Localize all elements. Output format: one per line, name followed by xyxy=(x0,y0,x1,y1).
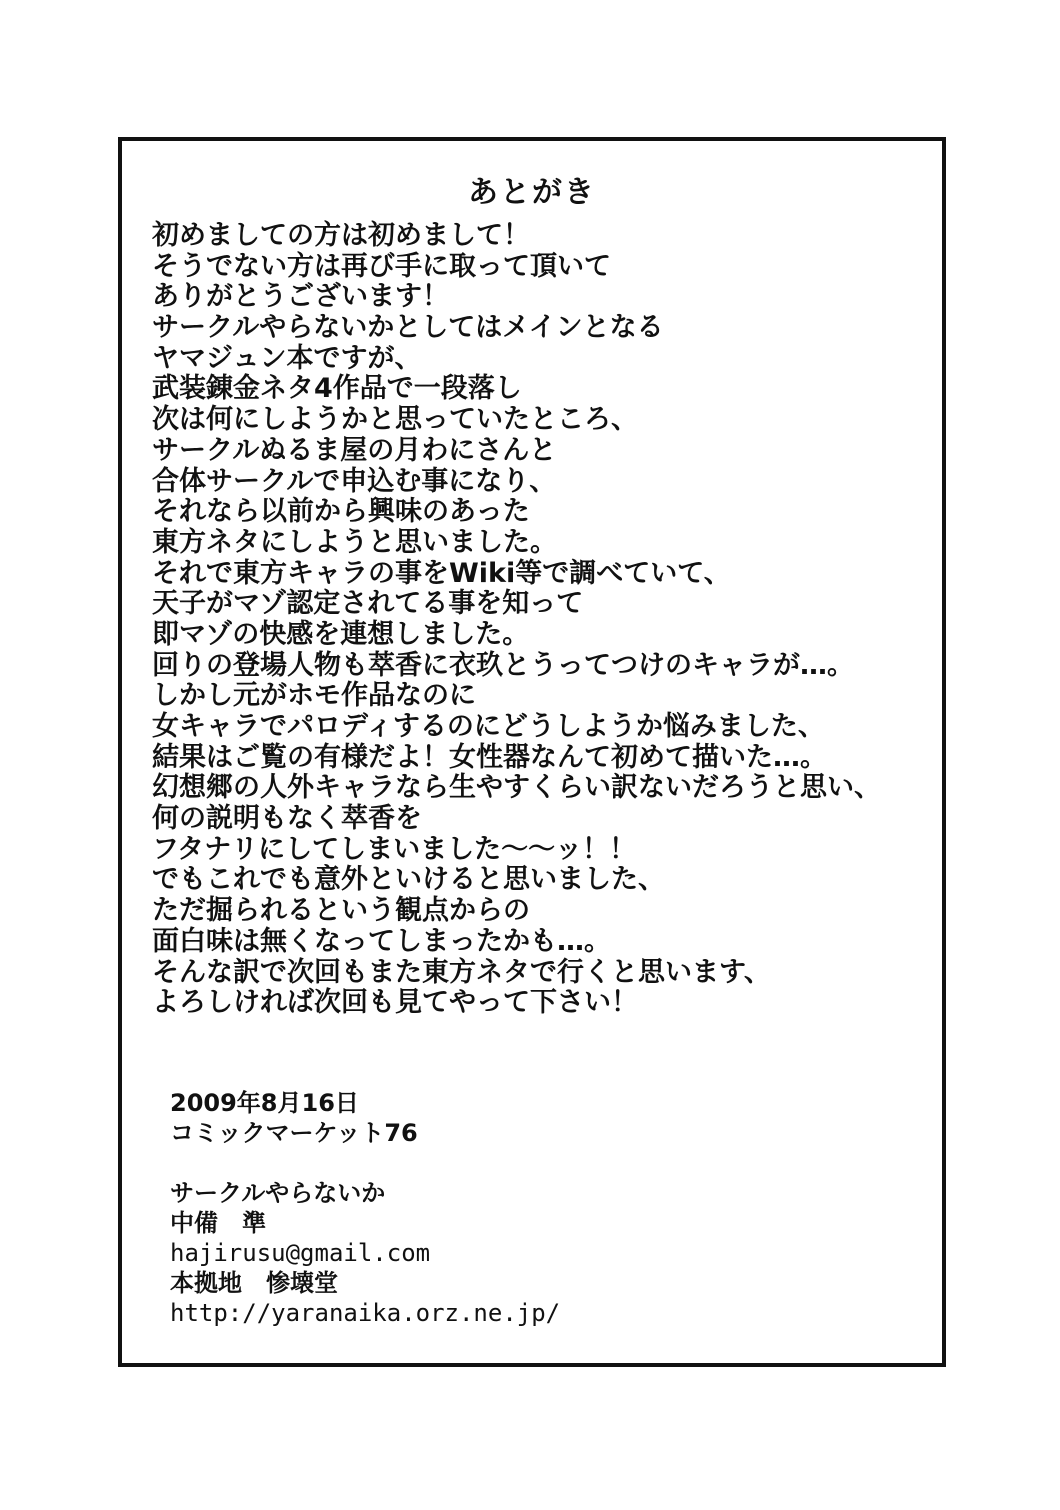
body-line: それなら以前から興味のあった xyxy=(152,496,530,528)
author-name: 中備 準 xyxy=(170,1209,266,1237)
body-line: そんな訳で次回もまた東方ネタで行くと思います、 xyxy=(152,956,771,988)
body-line: 次は何にしようかと思っていたところ、 xyxy=(152,404,638,436)
body-line: 女キャラでパロディするのにどうしようか悩みました、 xyxy=(152,711,825,742)
body-line: 天子がマゾ認定されてる事を知って xyxy=(152,588,584,620)
body-line: でもこれでも意外といけると思いました、 xyxy=(152,864,665,896)
email-link[interactable]: hajirusu@gmail.com xyxy=(170,1239,431,1267)
website-link[interactable]: http://yaranaika.orz.ne.jp/ xyxy=(170,1299,561,1327)
body-line: しかし元がホモ作品なのに xyxy=(152,680,476,712)
publish-date: 2009年8月16日 xyxy=(170,1089,359,1117)
body-line: そうでない方は再び手に取って頂いて xyxy=(152,250,611,282)
website-url[interactable] xyxy=(170,1298,870,1328)
afterword-frame xyxy=(118,137,946,1367)
body-line: 合体サークルで申込む事になり、 xyxy=(152,465,557,497)
afterword-body xyxy=(152,221,942,1019)
body-line: 結果はご覧の有様だよ！女性器なんて初めて描いた…。 xyxy=(152,741,827,773)
afterword-title: あとがき xyxy=(468,175,596,210)
body-line: ただ掘られるという観点からの xyxy=(152,895,530,927)
colophon-spacer xyxy=(170,1148,870,1178)
body-line: 面白味は無くなってしまったかも…。 xyxy=(152,925,611,957)
body-line: 幻想郷の人外キャラなら生やすくらい訳ないだろうと思い、 xyxy=(152,772,881,804)
body-line: 武装錬金ネタ4作品で一段落し xyxy=(152,373,522,405)
colophon xyxy=(170,1088,870,1328)
body-line: それで東方キャラの事をWiki等で調べていて、 xyxy=(152,557,731,589)
body-line: よろしければ次回も見てやって下さい！ xyxy=(152,987,638,1019)
body-line: サークルぬるま屋の月わにさんと xyxy=(152,434,557,466)
body-line: 回りの登場人物も萃香に衣玖とうってつけのキャラが…。 xyxy=(152,649,854,681)
body-line: ありがとうございます！ xyxy=(152,281,449,313)
event-name: コミックマーケット76 xyxy=(170,1119,418,1147)
circle-name: サークルやらないか xyxy=(170,1179,386,1207)
contact-email[interactable] xyxy=(170,1238,870,1268)
body-line: ヤマジュン本ですが、 xyxy=(152,342,422,374)
body-line: サークルやらないかとしてはメインとなる xyxy=(152,312,664,344)
body-line: 即マゾの快感を連想しました。 xyxy=(152,618,530,650)
body-line: 東方ネタにしようと思いました。 xyxy=(152,526,557,558)
body-line: 初めましての方は初めまして！ xyxy=(152,220,530,251)
base-name: 本拠地 惨壊堂 xyxy=(170,1269,338,1297)
body-line: フタナリにしてしまいました〜〜ッ！！ xyxy=(152,833,637,865)
body-line: 何の説明もなく萃香を xyxy=(152,803,422,835)
